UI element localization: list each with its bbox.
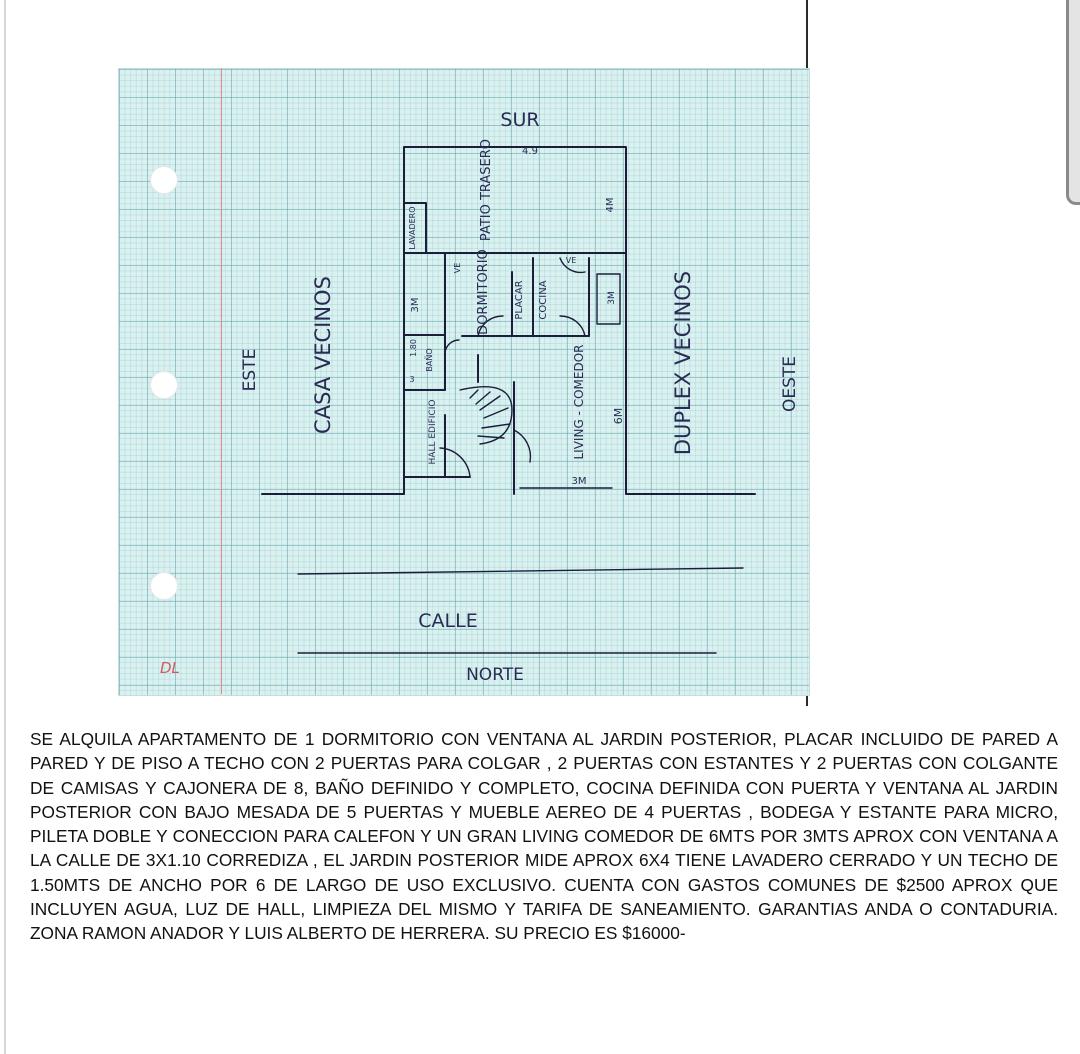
label-duplex-vecinos: DUPLEX VECINOS (671, 270, 695, 456)
label-patio-trasero: PATIO TRASERO (479, 138, 494, 242)
label-3m-kitchen: 3M (607, 291, 617, 305)
label-180: 1.80 (409, 339, 418, 357)
label-3m-front: 3M (571, 476, 587, 487)
label-bano: BAÑO (425, 348, 434, 372)
label-calle: CALLE (418, 610, 478, 632)
label-ve-small: VE (565, 256, 577, 265)
label-49: 4.9 (522, 146, 538, 157)
label-lavadero: LAVADERO (408, 206, 417, 250)
signature-initials: DL (160, 659, 180, 677)
label-living-comedor: LIVING - COMEDOR (572, 344, 586, 460)
living-door-arc (514, 430, 530, 462)
street-line-top (298, 568, 743, 574)
label-casa-vecinos: CASA VECINOS (311, 276, 335, 434)
listing-description: SE ALQUILA APARTAMENTO DE 1 DORMITORIO CON VENTANA AL JARDIN POSTERIOR, PLACAR INCLUIDO DE PARED A PARED Y DE PISO A TECHO CON 2 PUERTAS PARA COLGAR , 2 PUERTAS CON ESTANTES Y 2 PUERTAS CON COLGANTE DE CAMISAS Y CAJONERA DE 8, BAÑO DEFINIDO Y COMPLETO, COCINA DEFINIDA CON PUERTA Y VENTANA AL JARDIN POSTERIOR CON BAJO MESADA DE 5 PUERTAS Y MUEBLE AEREO DE 4 PUERTAS , BODEGA Y ESTANTE PARA MICRO, PILETA DOBLE Y CONECCION PARA CALEFON Y UN GRAN LIVING COMEDOR DE 6MTS POR 3MTS APROX CON VENTANA A LA CALLE DE 3X1.10 CORREDIZA , EL JARDIN POSTERIOR MIDE APROX 6X4 TIENE LAVADERO CERRADO Y UN TECHO DE 1.50MTS DE ANCHO POR 6 DE LARGO DE USO EXCLUSIVO. CUENTA CON GASTOS COMUNES DE $2500 APROX QUE INCLUYEN AGUA, LUZ DE HALL, LIMPIEZA DEL MISMO Y TARIFA DE SANEAMIENTO. GARANTIAS ANDA O CONTADURIA. ZONA RAMON ANADOR Y LUIS ALBERTO DE HERRERA. SU PRECIO ES $16000- (30, 729, 1058, 944)
label-placar: PLACAR (514, 280, 525, 320)
label-6m-living: 6M (612, 407, 625, 425)
label-cocina: COCINA (538, 280, 549, 320)
label-este: ESTE (240, 348, 260, 392)
label-4m-patio: 4M (605, 197, 616, 213)
label-3m-dormitorio: 3M (410, 297, 421, 313)
label-norte: NORTE (466, 665, 524, 685)
kitchen-door-arc (560, 316, 585, 336)
label-hall-edificio: HALL EDIFICIO (428, 399, 438, 465)
label-dormitorio: DORMITORIO (476, 249, 491, 335)
label-ve: VE (453, 262, 462, 274)
bath-door-arc (445, 340, 459, 354)
label-oeste: OESTE (780, 355, 800, 413)
label-sur: SUR (500, 109, 540, 131)
label-3-bath: 3 (409, 375, 415, 384)
